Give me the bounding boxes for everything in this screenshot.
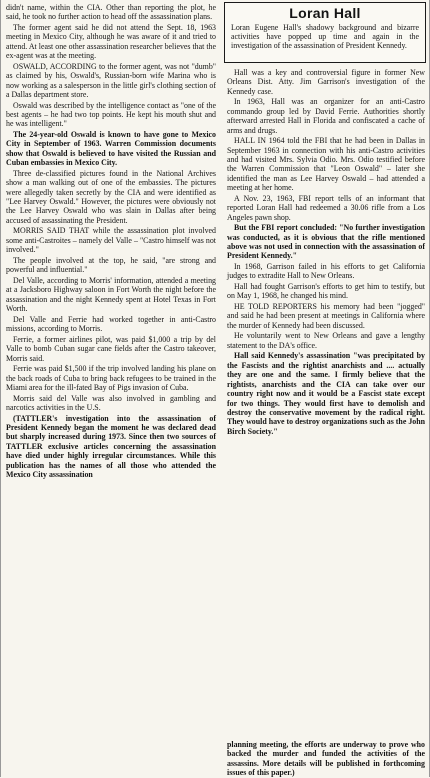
paragraph: Del Valle, according to Morris' information, attended a meeting at a Jacksboro Highway saloon in Fort Worth the night before the assassination and the night Kennedy spent at Hotel Texas in Fort Worth. [6, 275, 216, 314]
paragraph: (TATTLER's investigation into the assassination of President Kennedy began the moment he was declared dead but sharply increased during 1973. Since then two sources of TATTLER exclusive articles concerning the assassination have died under highly irregular circumstances. While this publication has the names of all those who attended the Mexico City assassination [6, 413, 216, 479]
paragraph: The people involved at the top, he said, "are strong and powerful and influential." [6, 255, 216, 275]
paragraph: Three de-classified pictures found in the National Archives show a man walking out of one of the embassies. The pictures were allegedly taken secretly by the CIA and were identified as "Lee Harvey Oswald." However, the pictures were obviously not the Lee Harvey Oswald who was slain in Dallas after being accused of assassinating the President. [6, 168, 216, 225]
right-column [227, 68, 425, 437]
paragraph: In 1968, Garrison failed in his efforts to get California judges to extradite Hall to New Orleans. [227, 262, 425, 281]
paragraph: A Nov. 23, 1963, FBI report tells of an informant that reported Loran Hall had redeemed a 30.06 rifle from a Los Angeles pawn shop. [227, 193, 425, 222]
paragraph: In 1963, Hall was an organizer for an anti-Castro commando group led by David Ferrie. Authorities shortly afterward arrested Hall in Florida and confiscated a cache of arms and drugs. [227, 97, 425, 135]
left-column [6, 3, 216, 481]
paragraph: The 24-year-old Oswald is known to have gone to Mexico City in September of 1963. Warren Commission documents show that Oswald is believed to have visited the Russian and Cuban embassies in Mexico City. [6, 130, 216, 168]
paragraph: MORRIS SAID THAT while the assassination plot involved some anti-Castroites – namely del Valle – "Castro himself was not involved." [6, 226, 216, 255]
paragraph: Oswald was described by the intelligence contact as "one of the best agents – he had two top points. He kept his mouth shut and he was intelligent." [6, 100, 216, 129]
paragraph: Ferrie, a former airlines pilot, was paid $1,000 a trip by del Valle to bomb Cuban sugar cane fields after the Castro takeover, Morris said. [6, 334, 216, 363]
paragraph: didn't name, within the CIA. Other than reporting the plot, he said, he took no further action to head off the assassination plans. [6, 3, 216, 22]
paragraph: HE TOLD REPORTERS his memory had been "jogged" and said he had been present at meetings in California where the murder of Kennedy had been discussed. [227, 302, 425, 330]
paragraph: Del Valle and Ferrie had worked together in anti-Castro missions, according to Morris. [6, 314, 216, 334]
paragraph: Hall had fought Garrison's efforts to get him to testify, but on May 1, 1968, he changed his mind. [227, 282, 425, 301]
paragraph: Ferrie was paid $1,500 if the trip involved landing his plane on the back roads of Cuba to bring back refugees to be trained in the Miami area for the ill-fated Bay of Pigs invasion of Cuba. [6, 364, 216, 392]
box-title: Loran Hall [289, 5, 361, 21]
continuation-text: planning meeting, the efforts are underway to prove who backed the murder and funded the activities of the assassins. More details will be published in forthcoming issues of this paper.) [227, 740, 425, 778]
paragraph: Hall said Kennedy's assassination "was precipitated by the Fascists and the rightist anarchists and .... actually they are one and the same. I firmly believe that the rightists, anarchists and the CIA can take over our country right now and it would be a Fascist state except for two things. They would first have to demolish and destroy the conservative movement by the radical right. They would have to destroy organizations such as the John Birch Society." [227, 351, 425, 436]
box-intro: Loran Eugene Hall's shadowy background and bizarre activities have popped up time and again in the investigation of the assassination of President Kennedy. [231, 22, 419, 50]
paragraph: The former agent said he did not attend the Sept. 18, 1963 meeting in Mexico City, although he was aware of it and tried to attend. At least one other assassination researcher believes that the ex-agent was at the meeting. [6, 23, 216, 61]
loran-hall-box [224, 2, 426, 63]
paragraph: Hall was a key and controversial figure in former New Orleans Dist. Atty. Jim Garrison's investigation of the Kennedy case. [227, 68, 425, 96]
paragraph: But the FBI report concluded: "No further investigation was conducted, as it is obvious that the rifle mentioned above was not used in connection with the assassination of President Kennedy." [227, 223, 425, 261]
paragraph: HALL IN 1964 told the FBI that he had been in Dallas in September 1963 in connection with his anti-Castro activities and had visited Mrs. Sylvia Odio. Mrs. Odio testified before the Warren Commission that "Leon Oswald" – later she identified the man as Lee Harvey Oswald – had attended a meeting at her home. [227, 136, 425, 193]
paragraph: He voluntarily went to New Orleans and gave a lengthy statement to the DA's office. [227, 331, 425, 350]
paragraph: OSWALD, ACCORDING to the former agent, was not "dumb" as claimed by his, Oswald's, Russian-born wife Marina who is now working as a salesperson in the little girl's clothing section of a Dallas department store. [6, 61, 216, 100]
paragraph: Morris said del Valle was also involved in gambling and narcotics activities in the U.S. [6, 393, 216, 412]
